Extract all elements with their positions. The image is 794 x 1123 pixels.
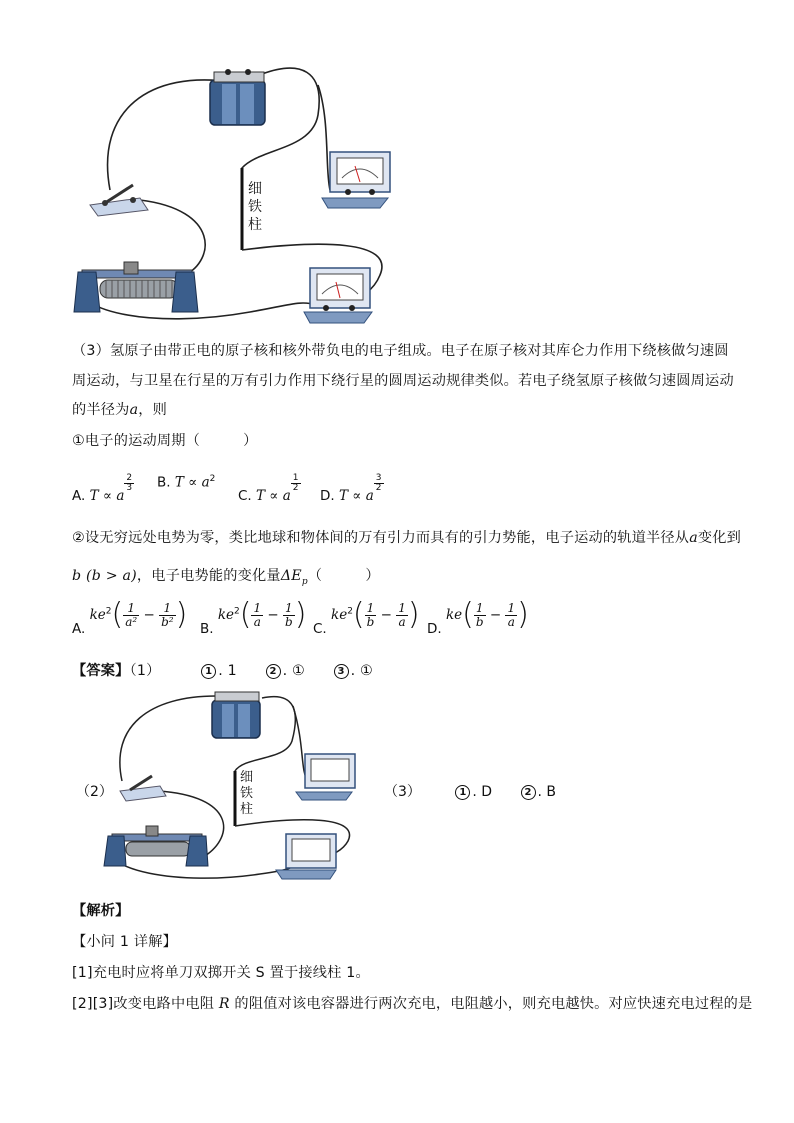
den: a [507, 614, 515, 629]
option-label: D. [427, 621, 442, 637]
num: 1 [507, 600, 516, 615]
num: 1 [474, 602, 486, 616]
option-label: B. [157, 474, 171, 491]
answer-value: . B [537, 784, 557, 800]
exp-num: 3 [375, 473, 382, 483]
coef-exp: 2 [105, 606, 112, 617]
exp-den: 2 [292, 483, 299, 493]
q3-intro-line1: （3）氢原子由带正电的原子核和核外带负电的电子组成。电子在原子核对其库仑力作用下绕核做匀速圆 [72, 343, 729, 359]
text: （ ） [307, 568, 380, 584]
exp-num: 1 [292, 473, 299, 483]
option-label: A. [72, 488, 86, 504]
den: b [285, 614, 293, 629]
den: a [398, 614, 406, 629]
circle-num: 1 [455, 785, 470, 800]
text: ②设无穷远处电势为零，类比地球和物体间的万有引力而具有的引力势能，电子运动的轨道半径从 [72, 530, 690, 546]
answer-value: . D [472, 784, 493, 800]
answer-value: . ① [350, 663, 373, 679]
sub2-option-a[interactable]: A. $ke^2$( $\frac{1}{\text{a²}}$ − $\frac{1}{\text{b²}}$ ) [72, 597, 188, 637]
sub1-option-a[interactable] [72, 474, 134, 504]
coef-exp: 2 [347, 606, 353, 617]
answer-part2-label: （2） [76, 784, 113, 800]
exp-num: 2 [126, 473, 133, 483]
ammeter [304, 268, 372, 323]
circle-num: 2 [521, 785, 536, 800]
iron-post-char: 柱 [240, 802, 254, 817]
option-expr: T ∝ a [174, 474, 210, 491]
coef: ke [331, 607, 348, 623]
num: 1 [365, 602, 377, 616]
iron-post-char: 细 [240, 770, 254, 785]
sub2-option-d[interactable]: D. ke( $\frac{1}{b}$ − $\frac{1}{a}$ ) [427, 597, 529, 637]
q3-intro-line3 [72, 399, 167, 419]
iron-post-label-answer [240, 770, 253, 818]
den: a [253, 614, 261, 629]
circle-num: 2 [266, 664, 281, 679]
den: b² [161, 614, 174, 629]
num: 1 [159, 602, 176, 616]
resistor-symbol: R [218, 996, 230, 1012]
voltmeter [322, 152, 390, 208]
sub2-option-b[interactable]: B. $ke^2$( $\frac{1}{a}$ − $\frac{1}{b}$ ) [200, 597, 307, 637]
radius-symbol: a [129, 402, 139, 418]
coef: ke [217, 607, 235, 623]
iron-post-char: 铁 [248, 199, 262, 215]
den: b [366, 614, 375, 629]
radius-symbol: a [689, 530, 698, 546]
text: 变化到 [697, 530, 742, 546]
iron-post-char: 细 [248, 181, 262, 197]
circle-num: 3 [334, 664, 349, 679]
delta-sub: p [301, 576, 308, 587]
q3-intro-line2: 周运动，与卫星在行星的万有引力作用下绕行星的圆周运动规律类似。若电子绕氢原子核做匀速圆周运动 [72, 373, 734, 389]
text: 的阻值对该电容器进行两次充电，电阻越小，则充电越快。对应快速充电过程的是 [229, 996, 753, 1012]
answer-value: . ① [282, 663, 305, 679]
iron-post-char: 铁 [240, 786, 254, 801]
text: ，则 [138, 402, 168, 418]
q3-sub2-line1 [72, 527, 741, 547]
option-label: D. [320, 488, 335, 504]
sub1-option-c[interactable] [238, 474, 301, 504]
circle-num: 1 [201, 664, 216, 679]
text: [2][3]改变电路中电阻 [72, 996, 219, 1012]
option-label: B. [200, 621, 214, 637]
exp-den: 2 [375, 483, 382, 493]
coef-exp: 2 [234, 606, 240, 617]
option-expr: T ∝ a [256, 488, 291, 504]
den: b [475, 614, 484, 629]
analysis-tag: 【解析】 [72, 903, 130, 919]
rheostat [74, 262, 198, 312]
coef: ke [89, 607, 106, 623]
num: 1 [253, 600, 262, 615]
q3-sub1-title: ①电子的运动周期（ ） [72, 433, 258, 449]
option-label: A. [72, 621, 86, 637]
part-label: （3） [384, 784, 421, 800]
coef: ke [445, 607, 463, 623]
analysis-subtitle: 【小问 1 详解】 [72, 934, 177, 950]
text: 的半径为 [72, 402, 130, 418]
circuit-figure-top [0, 0, 794, 340]
exp: 2 [209, 474, 216, 484]
q3-sub2-line2 [72, 565, 380, 587]
iron-post-char: 柱 [248, 217, 262, 233]
knife-switch [90, 185, 148, 216]
sub2-option-c[interactable]: C. $ke^2$( $\frac{1}{b}$ − $\frac{1}{a}$ ) [313, 597, 420, 637]
sub1-option-b[interactable] [157, 474, 215, 491]
answer-part3 [384, 781, 556, 801]
option-label: C. [238, 488, 252, 504]
answer-line1 [72, 660, 373, 680]
delta-energy: ΔE [280, 568, 302, 584]
option-label: C. [313, 621, 327, 637]
part-label: （1） [129, 663, 161, 679]
sub1-option-d[interactable] [320, 474, 384, 504]
option-expr: T ∝ a [89, 488, 125, 504]
battery [210, 69, 265, 125]
option-expr: T ∝ a [338, 488, 374, 504]
answer-tag: 【答案】 [72, 663, 130, 679]
analysis-line2 [72, 993, 752, 1013]
analysis-line1: [1]充电时应将单刀双掷开关 S 置于接线柱 1。 [72, 965, 370, 981]
text: ，电子电势能的变化量 [136, 568, 281, 584]
num: 1 [398, 600, 406, 615]
den: a² [125, 614, 138, 629]
radius-condition: b (b > a) [72, 568, 137, 584]
iron-post-label [248, 180, 262, 234]
answer-value: . 1 [218, 663, 237, 679]
num: 1 [123, 602, 139, 616]
num: 1 [283, 602, 295, 616]
exp-den: 3 [126, 483, 133, 493]
